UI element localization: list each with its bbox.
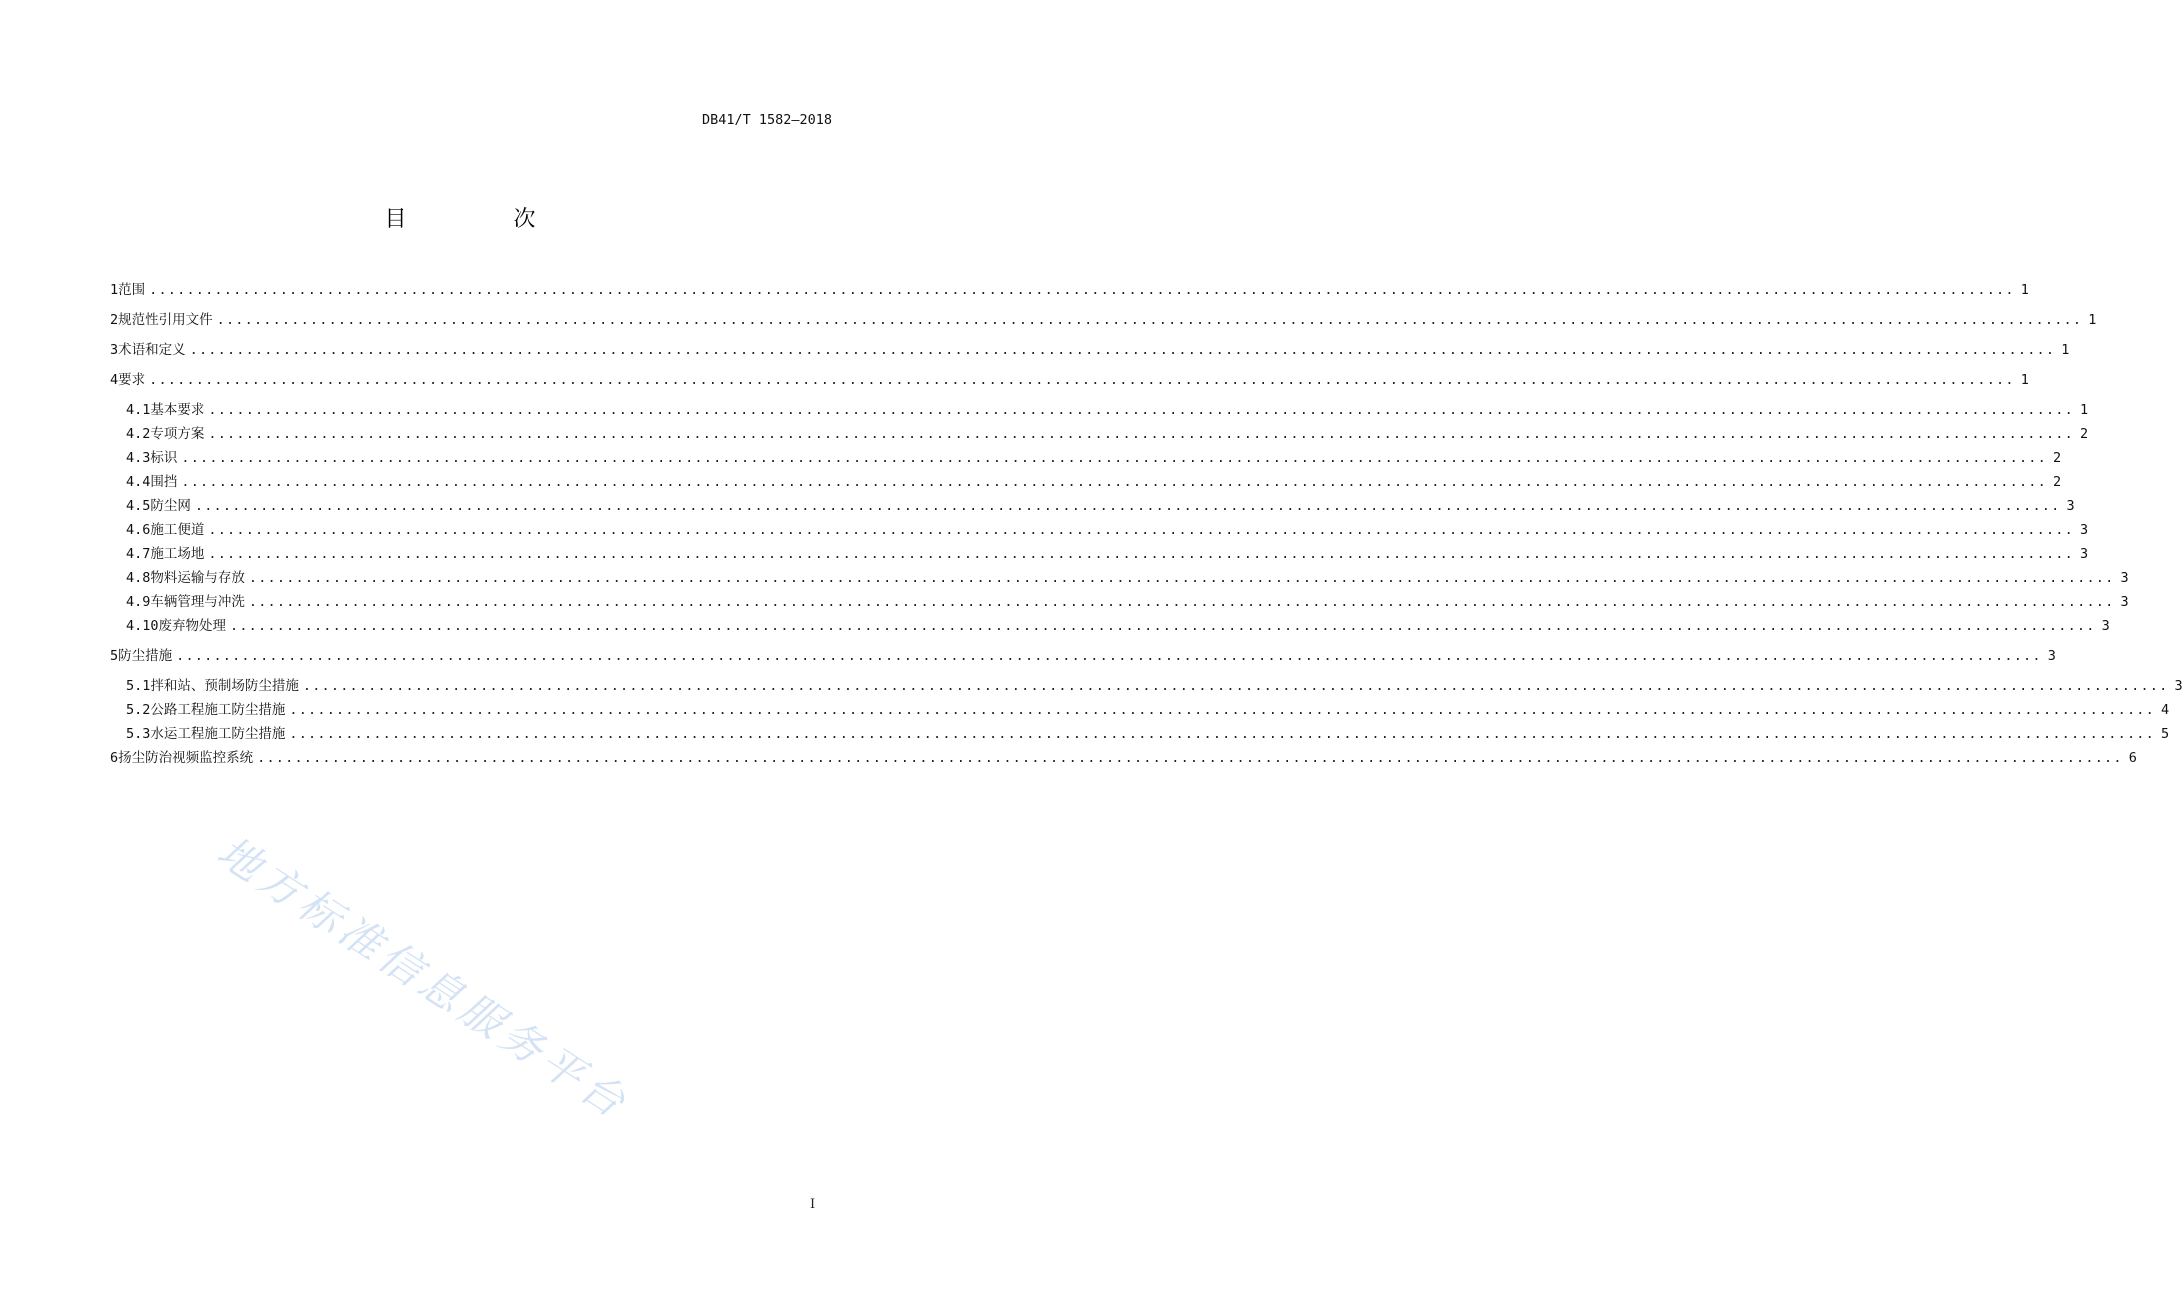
toc-entry-number: 4.3	[126, 450, 151, 466]
toc-entry-number: 6	[110, 750, 119, 766]
toc-entry-page: 1	[2020, 282, 2029, 298]
toc-leader-dots: ........................................................................................................................................................................................................	[149, 282, 2015, 298]
toc-entry[interactable]	[110, 590, 2129, 614]
toc-entry-number: 5.2	[126, 702, 151, 718]
toc-entry-label: 水运工程施工防尘措施	[150, 726, 286, 742]
toc-entry-number: 4	[110, 372, 119, 388]
toc-entry[interactable]	[110, 542, 2089, 566]
toc-entry[interactable]	[110, 698, 2170, 722]
toc-leader-dots: ........................................................................................................................................................................................................	[216, 312, 2083, 328]
toc-entry-number: 4.4	[126, 474, 151, 490]
toc-entry-label: 规范性引用文件	[118, 312, 213, 328]
toc-entry-page: 3	[2174, 678, 2183, 694]
toc-entry-page: 1	[2088, 312, 2097, 328]
toc-entry-page: 1	[2020, 372, 2029, 388]
toc-entry-label: 废弃物处理	[158, 618, 227, 634]
page-number: I	[810, 1197, 816, 1212]
toc-leader-dots: ........................................................................................................................................................................................................	[208, 546, 2074, 562]
toc-entry-page: 3	[2079, 522, 2089, 538]
toc-leader-dots: ........................................................................................................................................................................................................	[289, 702, 2155, 718]
toc-leader-dots: ........................................................................................................................................................................................................	[208, 522, 2074, 538]
toc-entry-label: 围挡	[150, 474, 178, 490]
toc-entry-label: 要求	[118, 372, 146, 388]
toc-entry-label: 施工便道	[150, 522, 205, 538]
toc-entry-page: 6	[2128, 750, 2137, 766]
toc-entry-label: 物料运输与存放	[150, 570, 245, 586]
toc-leader-dots: ........................................................................................................................................................................................................	[230, 618, 2096, 634]
toc-leader-dots: ........................................................................................................................................................................................................	[181, 474, 2047, 490]
toc-entry-number: 5.3	[126, 726, 151, 742]
toc-entry[interactable]	[110, 308, 2097, 332]
toc-leader-dots: ........................................................................................................................................................................................................	[289, 726, 2155, 742]
toc-entry[interactable]	[110, 494, 2075, 518]
toc-entry-label: 施工场地	[150, 546, 205, 562]
toc-entry-page: 3	[2066, 498, 2075, 514]
toc-entry-label: 拌和站、预制场防尘措施	[150, 678, 299, 694]
toc-entry-label: 术语和定义	[118, 342, 186, 358]
toc-leader-dots: ........................................................................................................................................................................................................	[194, 498, 2061, 514]
table-of-contents	[110, 278, 2183, 770]
toc-entry-number: 4.6	[126, 522, 151, 538]
toc-entry[interactable]	[110, 398, 2089, 422]
toc-entry[interactable]	[110, 722, 2170, 746]
toc-leader-dots: ........................................................................................................................................................................................................	[208, 402, 2074, 418]
toc-entry-number: 4.1	[126, 402, 151, 418]
toc-entry-number: 4.8	[126, 570, 151, 586]
toc-entry-page: 3	[2047, 648, 2056, 664]
toc-entry-label: 专项方案	[150, 426, 205, 442]
toc-leader-dots: ........................................................................................................................................................................................................	[248, 594, 2115, 610]
toc-entry-number: 1	[110, 282, 119, 298]
toc-entry-number: 4.7	[126, 546, 151, 562]
toc-leader-dots: ........................................................................................................................................................................................................	[208, 426, 2074, 442]
toc-entry-page: 1	[2061, 342, 2070, 358]
toc-entry-page: 3	[2101, 618, 2110, 634]
toc-entry[interactable]	[110, 422, 2089, 446]
toc-entry-page: 2	[2079, 426, 2089, 442]
toc-entry-page: 4	[2160, 702, 2170, 718]
toc-entry[interactable]	[110, 518, 2089, 542]
toc-entry-label: 范围	[118, 282, 146, 298]
toc-entry-label: 公路工程施工防尘措施	[150, 702, 286, 718]
toc-entry-number: 5.1	[126, 678, 151, 694]
watermark: 地方标准信息服务平台	[208, 826, 639, 1130]
toc-entry-number: 3	[110, 342, 119, 358]
toc-entry[interactable]	[110, 674, 2183, 698]
toc-leader-dots: ........................................................................................................................................................................................................	[302, 678, 2169, 694]
toc-entry-page: 3	[2120, 594, 2129, 610]
toc-entry-label: 防尘措施	[118, 648, 173, 664]
toc-entry-page: 5	[2160, 726, 2170, 742]
toc-leader-dots: ........................................................................................................................................................................................................	[181, 450, 2047, 466]
toc-entry-label: 基本要求	[150, 402, 205, 418]
document-code: DB41/T 1582—2018	[701, 112, 832, 128]
toc-entry[interactable]	[110, 446, 2062, 470]
toc-leader-dots: ........................................................................................................................................................................................................	[257, 750, 2123, 766]
toc-entry-label: 标识	[150, 450, 178, 466]
toc-entry-page: 3	[2120, 570, 2129, 586]
toc-entry[interactable]	[110, 368, 2029, 392]
toc-entry-label: 防尘网	[150, 498, 191, 514]
toc-entry-page: 2	[2052, 474, 2062, 490]
toc-leader-dots: ........................................................................................................................................................................................................	[149, 372, 2015, 388]
toc-entry-number: 5	[110, 648, 119, 664]
toc-entry[interactable]	[110, 644, 2056, 668]
toc-leader-dots: ........................................................................................................................................................................................................	[176, 648, 2042, 664]
toc-entry-page: 2	[2052, 450, 2062, 466]
toc-entry[interactable]	[110, 566, 2129, 590]
toc-entry-page: 3	[2079, 546, 2089, 562]
toc-entry[interactable]	[110, 470, 2062, 494]
toc-entry-number: 2	[110, 312, 119, 328]
toc-entry[interactable]	[110, 746, 2137, 770]
page-title: 目 次	[384, 207, 586, 232]
toc-leader-dots: ........................................................................................................................................................................................................	[189, 342, 2056, 358]
toc-entry-number: 4.10	[126, 618, 159, 634]
toc-entry[interactable]	[110, 278, 2029, 302]
toc-entry[interactable]	[110, 338, 2070, 362]
toc-entry-number: 4.2	[126, 426, 151, 442]
toc-entry-label: 车辆管理与冲洗	[150, 594, 245, 610]
toc-entry-number: 4.9	[126, 594, 151, 610]
toc-entry-page: 1	[2079, 402, 2089, 418]
toc-entry-number: 4.5	[126, 498, 151, 514]
toc-entry-label: 扬尘防治视频监控系统	[118, 750, 254, 766]
toc-entry[interactable]	[110, 614, 2110, 638]
toc-leader-dots: ........................................................................................................................................................................................................	[248, 570, 2115, 586]
